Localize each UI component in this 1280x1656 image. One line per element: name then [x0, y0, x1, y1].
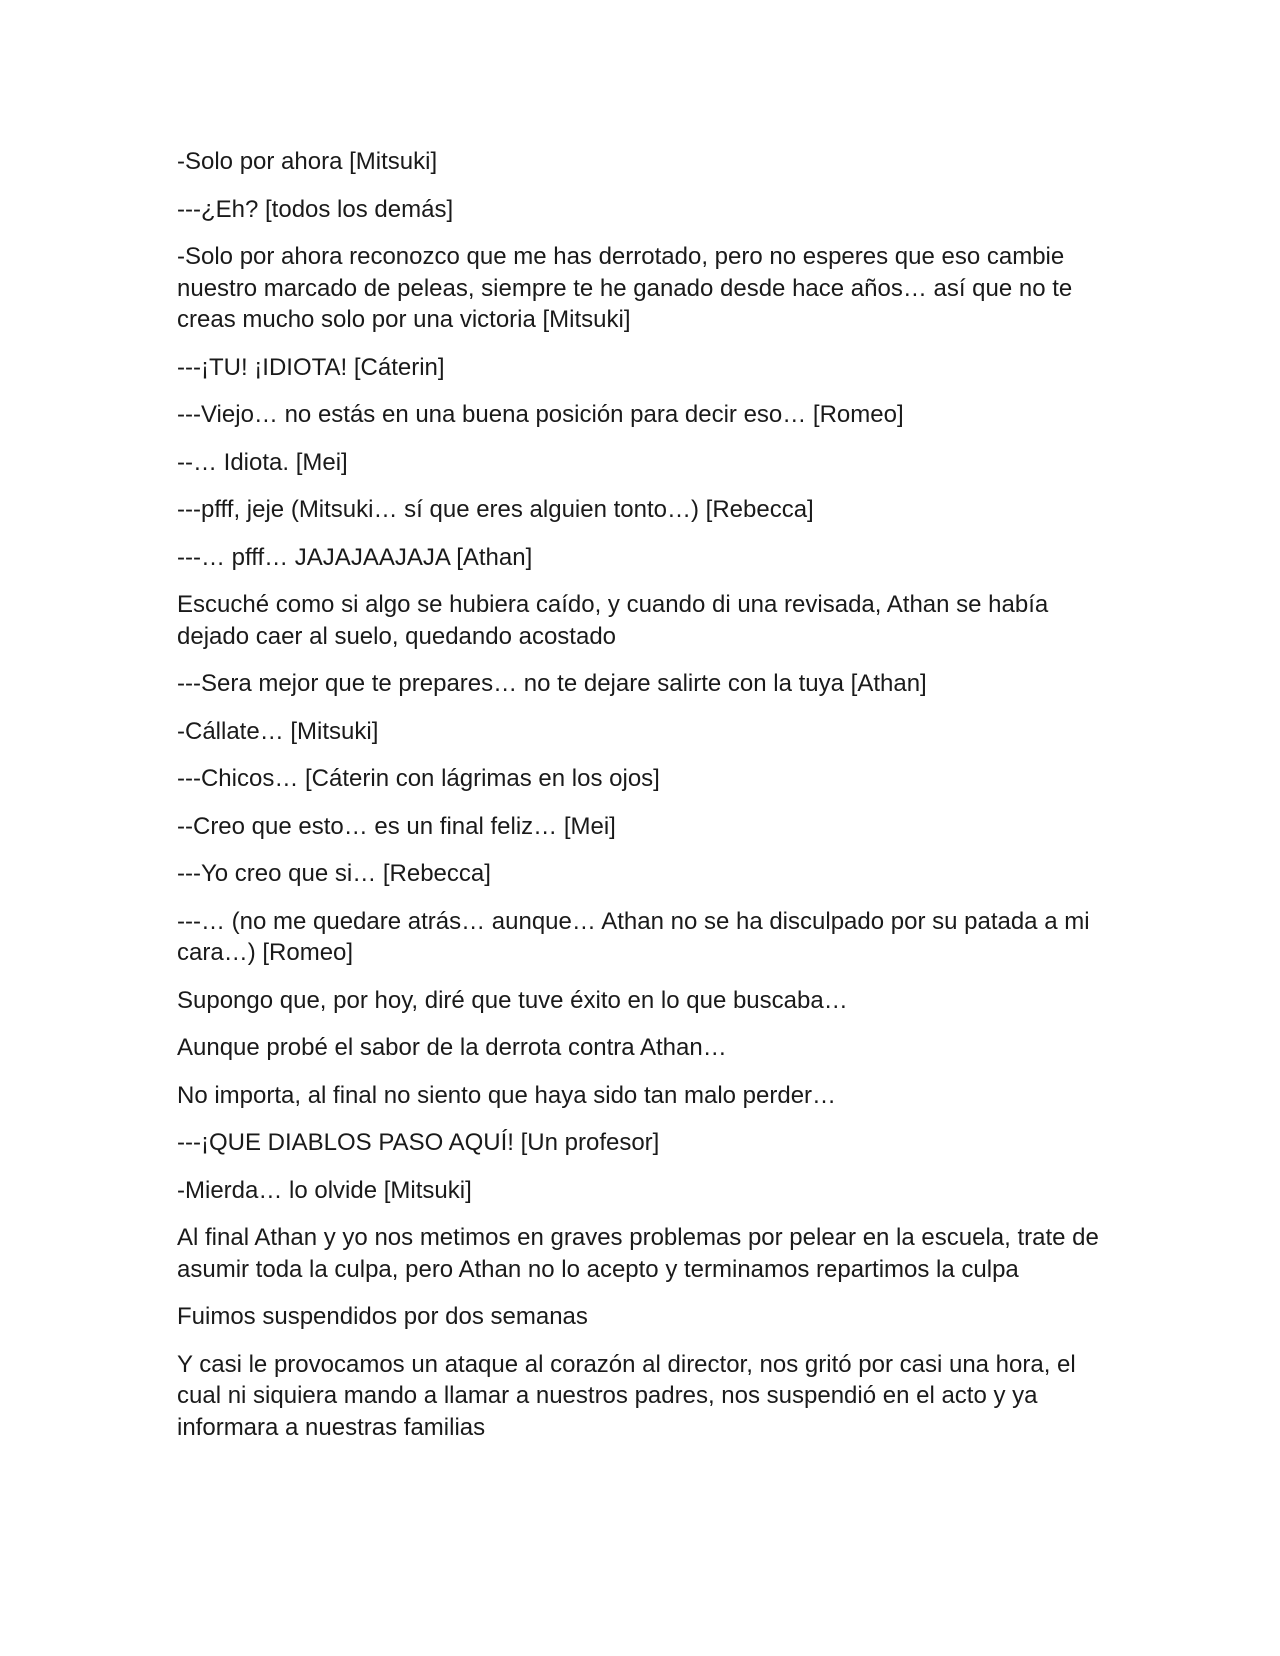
- paragraph: -Mierda… lo olvide [Mitsuki]: [177, 1176, 472, 1204]
- paragraph: No importa, al final no siento que haya sido tan malo perder…: [177, 1081, 837, 1109]
- paragraph: Fuimos suspendidos por dos semanas: [177, 1303, 588, 1330]
- paragraph: -Solo por ahora [Mitsuki]: [177, 148, 438, 175]
- paragraph: ---Sera mejor que te prepares… no te dejare salirte con la tuya [Athan]: [177, 670, 927, 697]
- paragraph: ---Chicos… [Cáterin con lágrimas en los ojos]: [177, 765, 660, 792]
- paragraph: Al final Athan y yo nos metimos en graves problemas por pelear en la escuela, trate de asumir toda la culpa, pero Athan no lo acepto y terminamos repartimos la culpa: [177, 1224, 1099, 1283]
- paragraph: Escuché como si algo se hubiera caído, y cuando di una revisada, Athan se había dejado caer al suelo, quedando acostado: [177, 591, 1049, 650]
- paragraph: Supongo que, por hoy, diré que tuve éxito en lo que buscaba…: [177, 986, 848, 1014]
- paragraph: ---¡TU! ¡IDIOTA! [Cáterin]: [177, 353, 445, 381]
- paragraph: ---¡QUE DIABLOS PASO AQUÍ! [Un profesor]: [177, 1129, 660, 1156]
- paragraph: -Solo por ahora reconozco que me has derrotado, pero no esperes que eso cambie nuestro marcado de peleas, siempre te he ganado desde hace años… así que no te creas mucho solo por una victoria [Mitsuki]: [177, 243, 1073, 333]
- paragraph: --… Idiota. [Mei]: [177, 448, 348, 476]
- paragraph: ---pfff, jeje (Mitsuki… sí que eres alguien tonto…) [Rebecca]: [177, 496, 814, 523]
- paragraph: ---… pfff… JAJAJAAJAJA [Athan]: [177, 543, 533, 571]
- paragraph: ---¿Eh? [todos los demás]: [177, 195, 454, 223]
- paragraph: Aunque probé el sabor de la derrota contra Athan…: [177, 1034, 727, 1061]
- paragraph: --Creo que esto… es un final feliz… [Mei]: [177, 812, 616, 840]
- paragraph: -Cállate… [Mitsuki]: [177, 717, 379, 745]
- paragraph: ---Yo creo que si… [Rebecca]: [177, 860, 491, 887]
- document-body: [177, 146, 1117, 1459]
- paragraph: ---… (no me quedare atrás… aunque… Athan no se ha disculpado por su patada a mi cara…) [Romeo]: [177, 907, 1090, 966]
- paragraph: Y casi le provocamos un ataque al corazón al director, nos gritó por casi una hora, el cual ni siquiera mando a llamar a nuestros padres, nos suspendió en el acto y ya informara a nuestras familias: [177, 1350, 1076, 1441]
- paragraph: ---Viejo… no estás en una buena posición para decir eso… [Romeo]: [177, 401, 904, 428]
